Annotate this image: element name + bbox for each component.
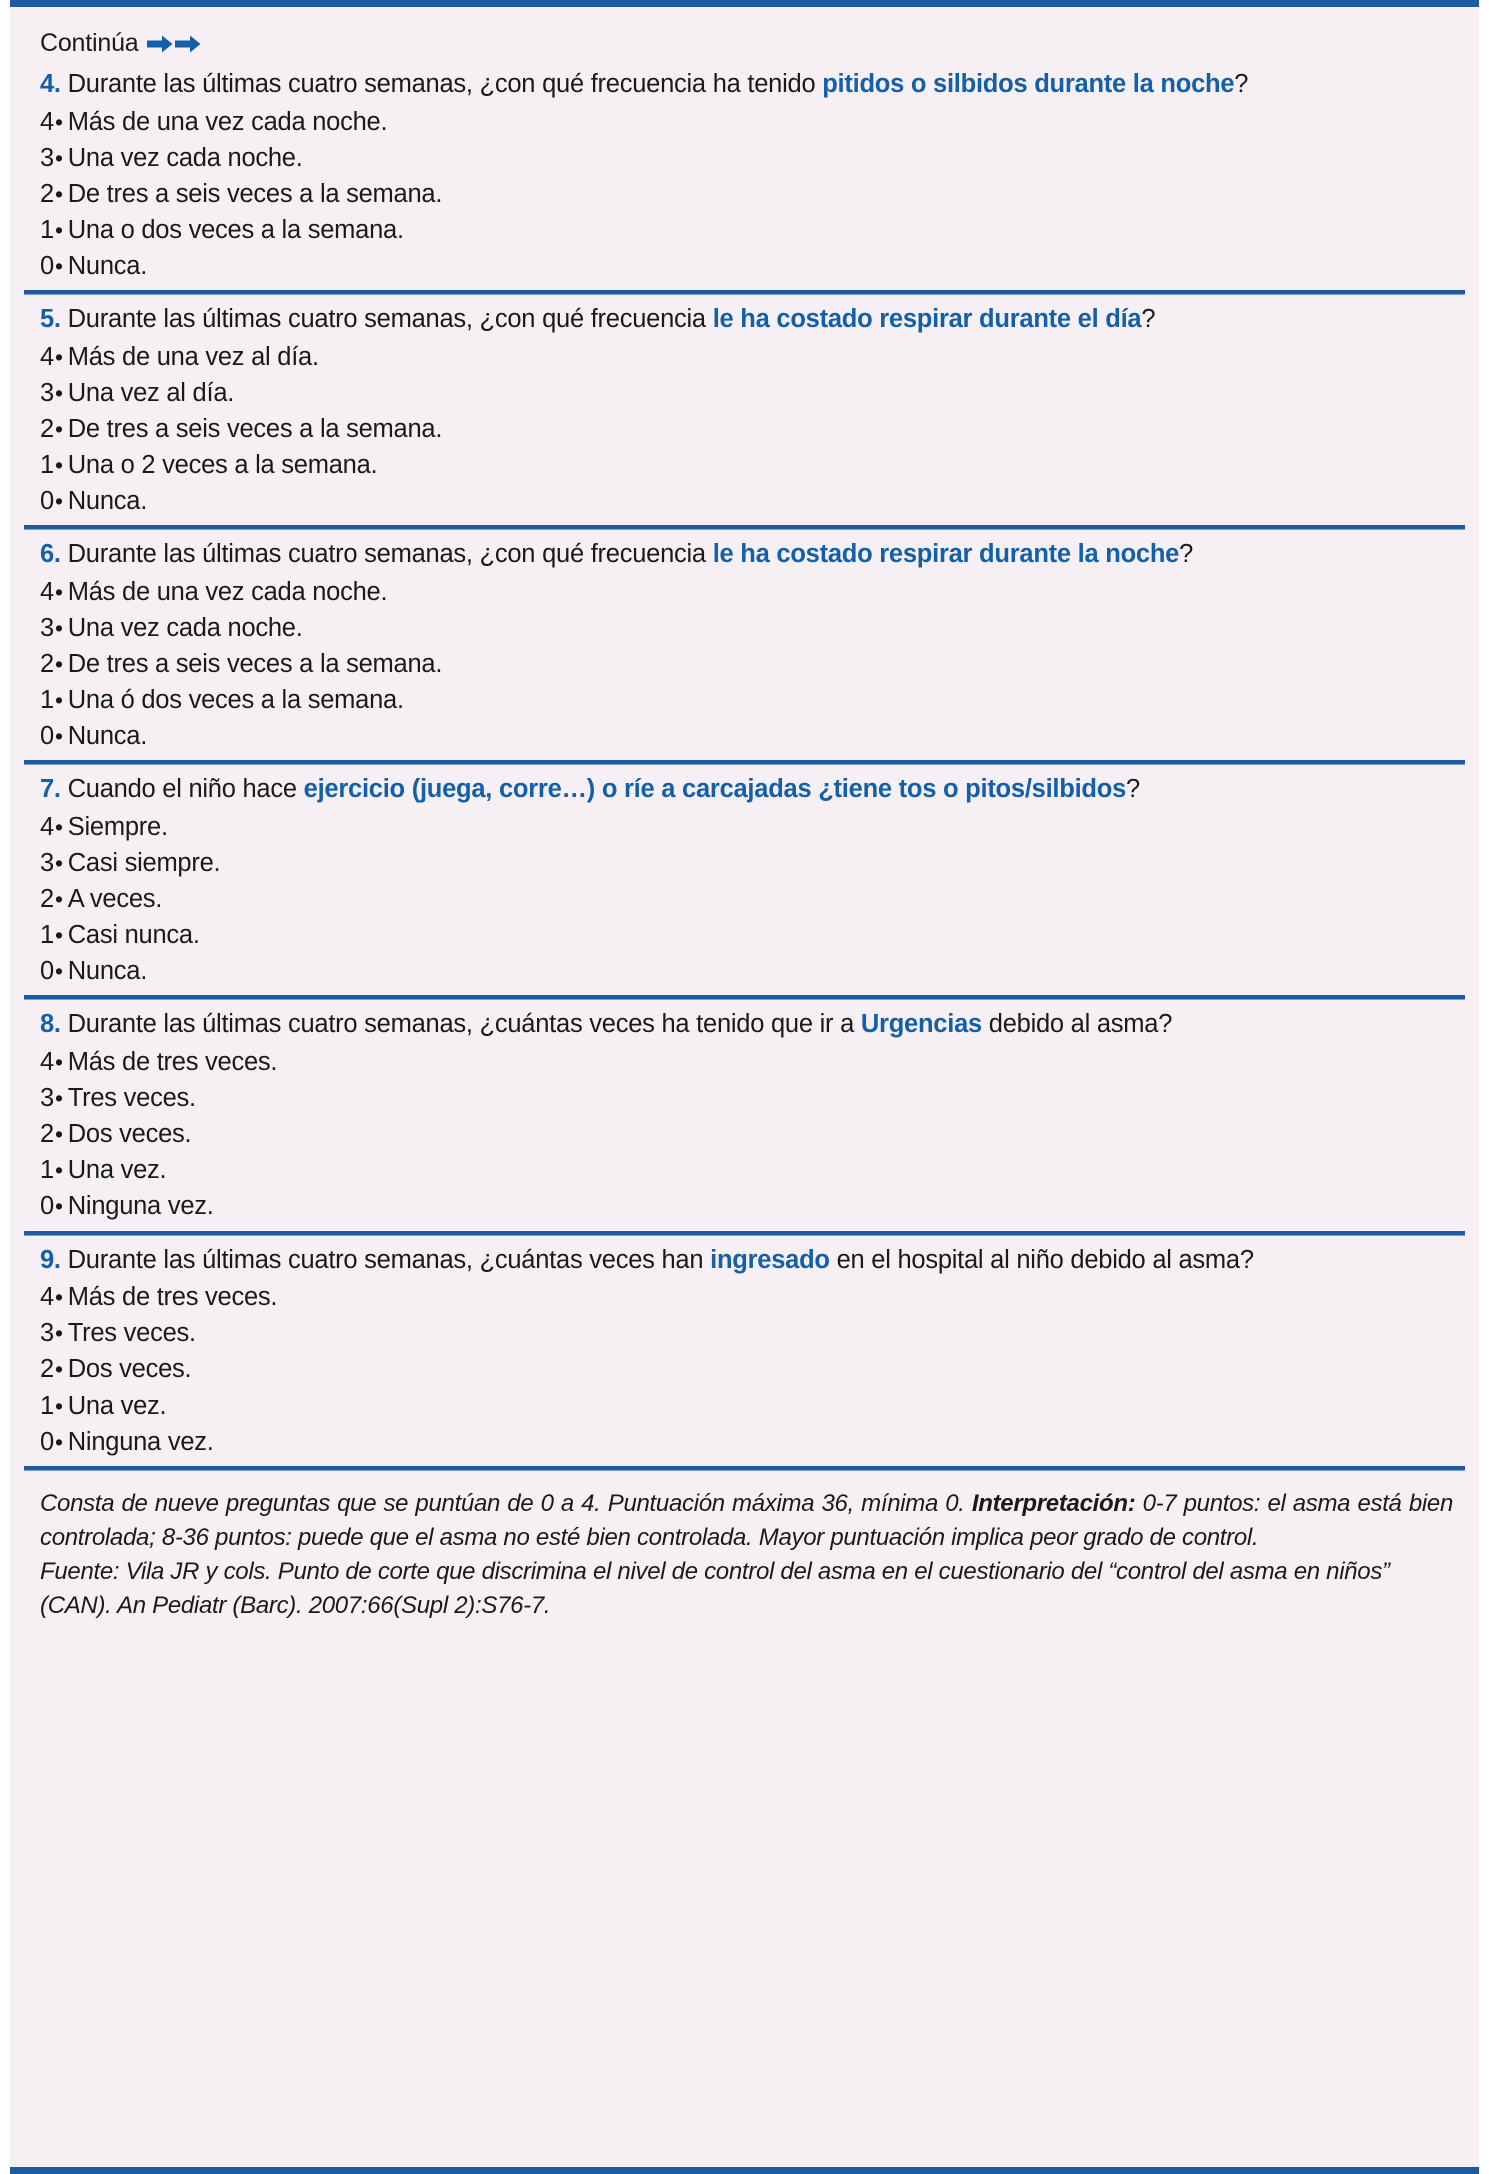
bullet-icon: • — [54, 651, 63, 678]
answer-score: 1 — [40, 451, 54, 480]
bullet-icon: • — [54, 1193, 63, 1220]
question-number: 6. — [40, 540, 61, 569]
question-text-lead: Durante las últimas cuatro semanas, ¿cuántas veces ha tenido que ir a — [60, 1010, 861, 1039]
answer-option[interactable] — [40, 1424, 1453, 1460]
scoring-note-part2: 0-7 puntos: el asma está bien controlada; 8-36 puntos: puede que el asma no esté bien controlada. Mayor puntuación implica peor grado de control. — [40, 1489, 1453, 1551]
answer-label: Una vez cada noche. — [67, 614, 303, 643]
answer-label: Ninguna vez. — [67, 1427, 214, 1456]
answer-score: 0 — [40, 1427, 54, 1456]
answer-label: Más de tres veces. — [67, 1048, 278, 1077]
answer-score: 4 — [40, 813, 54, 842]
bullet-icon: • — [54, 144, 63, 171]
bullet-icon: • — [54, 578, 63, 605]
question-text-tail: ? — [1179, 540, 1194, 569]
answer-label: A veces. — [67, 885, 163, 914]
answer-score: 3 — [40, 1319, 54, 1348]
answer-option[interactable] — [40, 1152, 1453, 1188]
answer-score: 1 — [40, 1156, 54, 1185]
answer-score: 4 — [40, 1283, 54, 1312]
answer-option[interactable] — [40, 845, 1453, 881]
question-block — [10, 1006, 1479, 1224]
answer-option[interactable] — [40, 411, 1453, 447]
answer-option[interactable] — [40, 1188, 1453, 1224]
answer-label: Siempre. — [67, 813, 168, 842]
answer-label: Una vez. — [67, 1391, 167, 1420]
answer-option[interactable] — [40, 212, 1453, 248]
bullet-icon: • — [54, 958, 63, 985]
answer-label: Nunca. — [67, 487, 148, 516]
answer-score: 3 — [40, 849, 54, 878]
answer-score: 2 — [40, 1355, 54, 1384]
answer-option[interactable] — [40, 610, 1453, 646]
answer-score: 0 — [40, 722, 54, 751]
answer-label: Una vez al día. — [67, 378, 235, 407]
answer-score: 1 — [40, 921, 54, 950]
bullet-icon: • — [54, 379, 63, 406]
question-separator — [24, 760, 1465, 765]
bullet-icon: • — [54, 1392, 63, 1419]
bullet-icon: • — [54, 1121, 63, 1148]
question-block — [10, 771, 1479, 989]
question-list — [10, 66, 1479, 1460]
question-keyphrase: le ha costado respirar durante el día — [712, 305, 1142, 334]
answer-label: Una o 2 veces a la semana. — [67, 451, 378, 480]
answer-label: De tres a seis veces a la semana. — [67, 650, 443, 679]
question-block — [10, 301, 1479, 519]
answer-option[interactable] — [40, 104, 1453, 140]
question-keyphrase: Urgencias — [860, 1010, 982, 1039]
question-keyphrase: le ha costado respirar durante la noche — [712, 540, 1180, 569]
bullet-icon: • — [54, 723, 63, 750]
right-arrow-icon — [147, 35, 173, 53]
answer-score: 3 — [40, 378, 54, 407]
question-text-tail: ? — [1141, 305, 1156, 334]
answer-label: Más de una vez cada noche. — [67, 577, 388, 606]
answer-score: 1 — [40, 215, 54, 244]
answer-label: Una ó dos veces a la semana. — [67, 686, 404, 715]
question-separator — [24, 290, 1465, 295]
bullet-icon: • — [54, 850, 63, 877]
answer-score: 2 — [40, 1120, 54, 1149]
question-text — [40, 536, 1453, 573]
footer-separator — [24, 1466, 1465, 1471]
answer-label: Una vez cada noche. — [67, 143, 303, 172]
answer-option[interactable] — [40, 881, 1453, 917]
answer-score: 2 — [40, 414, 54, 443]
answer-label: Más de una vez cada noche. — [67, 107, 388, 136]
question-number: 8. — [40, 1010, 61, 1039]
question-text-lead: Cuando el niño hace — [60, 775, 304, 804]
question-text — [40, 301, 1453, 338]
answer-option[interactable] — [40, 1044, 1453, 1080]
bullet-icon: • — [54, 886, 63, 913]
question-separator — [24, 525, 1465, 530]
bullet-icon: • — [54, 343, 63, 370]
answer-option[interactable] — [40, 1116, 1453, 1152]
answer-option[interactable] — [40, 953, 1453, 989]
interpretation-label: Interpretación: — [971, 1489, 1136, 1517]
answer-option[interactable] — [40, 1279, 1453, 1315]
answer-score: 4 — [40, 107, 54, 136]
answer-option[interactable] — [40, 339, 1453, 375]
answer-label: Más de una vez al día. — [67, 342, 319, 371]
answer-option[interactable] — [40, 447, 1453, 483]
bullet-icon: • — [54, 488, 63, 515]
answer-option[interactable] — [40, 248, 1453, 284]
answer-option[interactable] — [40, 1351, 1453, 1387]
bullet-icon: • — [54, 922, 63, 949]
answer-score: 4 — [40, 1048, 54, 1077]
continue-label: Continúa — [40, 29, 139, 57]
answer-score: 0 — [40, 252, 54, 281]
answer-option[interactable] — [40, 140, 1453, 176]
continue-arrows — [147, 35, 201, 53]
answer-option[interactable] — [40, 718, 1453, 754]
bullet-icon: • — [54, 108, 63, 135]
answer-label: Tres veces. — [67, 1319, 196, 1348]
question-text-tail: debido al asma? — [981, 1010, 1173, 1039]
answer-score: 0 — [40, 957, 54, 986]
bullet-icon: • — [54, 1320, 63, 1347]
answer-option[interactable] — [40, 1315, 1453, 1351]
question-text — [40, 66, 1453, 103]
answer-score: 1 — [40, 1391, 54, 1420]
questionnaire-panel — [10, 0, 1479, 2174]
question-number: 7. — [40, 775, 61, 804]
continue-indicator — [10, 7, 1479, 66]
answer-score: 4 — [40, 342, 54, 371]
answer-score: 2 — [40, 650, 54, 679]
answer-label: Tres veces. — [67, 1084, 196, 1113]
answer-score: 1 — [40, 686, 54, 715]
bullet-icon: • — [54, 452, 63, 479]
question-text-tail: en el hospital al niño debido al asma? — [829, 1245, 1254, 1274]
bullet-icon: • — [54, 1428, 63, 1455]
source-citation: Fuente: Vila JR y cols. Punto de corte que discrimina el nivel de control del asma en el cuestionario del “control del asma en niños” (CAN). An Pediatr (Barc). 2007:66(Supl 2):S76-7. — [40, 1557, 1390, 1619]
question-block — [10, 1242, 1479, 1460]
question-text-lead: Durante las últimas cuatro semanas, ¿cuántas veces han — [60, 1245, 711, 1274]
bullet-icon: • — [54, 216, 63, 243]
question-text — [40, 1242, 1453, 1279]
answer-option[interactable] — [40, 176, 1453, 212]
question-keyphrase: ejercicio (juega, corre…) o ríe a carcajadas ¿tiene tos o pitos/silbidos — [303, 775, 1126, 804]
answer-score: 2 — [40, 885, 54, 914]
answer-label: Ninguna vez. — [67, 1192, 214, 1221]
bullet-icon: • — [54, 615, 63, 642]
question-number: 9. — [40, 1245, 61, 1274]
right-arrow-icon — [175, 35, 201, 53]
answer-label: Una o dos veces a la semana. — [67, 215, 404, 244]
answer-option[interactable] — [40, 917, 1453, 953]
answer-score: 4 — [40, 577, 54, 606]
answer-label: Nunca. — [67, 722, 148, 751]
answer-label: Nunca. — [67, 957, 148, 986]
answer-option[interactable] — [40, 1080, 1453, 1116]
question-separator — [24, 995, 1465, 1000]
answer-label: Casi siempre. — [67, 849, 221, 878]
answer-option[interactable] — [40, 646, 1453, 682]
answer-label: Dos veces. — [67, 1355, 192, 1384]
question-keyphrase: pitidos o silbidos durante la noche — [822, 70, 1235, 98]
answer-option[interactable] — [40, 809, 1453, 845]
question-separator — [24, 1231, 1465, 1236]
answer-score: 2 — [40, 179, 54, 208]
question-number: 4. — [40, 70, 61, 98]
answer-score: 3 — [40, 143, 54, 172]
question-text-lead: Durante las últimas cuatro semanas, ¿con qué frecuencia ha tenido — [60, 70, 823, 98]
question-text-lead: Durante las últimas cuatro semanas, ¿con qué frecuencia — [60, 540, 713, 569]
question-text-tail: ? — [1126, 775, 1140, 804]
bullet-icon: • — [54, 1157, 63, 1184]
answer-label: Dos veces. — [67, 1120, 192, 1149]
bullet-icon: • — [54, 1085, 63, 1112]
answer-label: De tres a seis veces a la semana. — [67, 179, 443, 208]
bullet-icon: • — [54, 1284, 63, 1311]
question-text — [40, 1006, 1453, 1043]
bullet-icon: • — [54, 253, 63, 280]
bullet-icon: • — [54, 415, 63, 442]
question-text — [40, 771, 1453, 808]
bullet-icon: • — [54, 1356, 63, 1383]
answer-score: 0 — [40, 487, 54, 516]
answer-option[interactable] — [40, 682, 1453, 718]
bullet-icon: • — [54, 687, 63, 714]
scoring-note-part1: Consta de nueve preguntas que se puntúan de 0 a 4. Puntuación máxima 36, mínima 0. — [40, 1489, 972, 1517]
question-block — [10, 66, 1479, 284]
question-keyphrase: ingresado — [710, 1245, 830, 1274]
question-block — [10, 536, 1479, 754]
answer-option[interactable] — [40, 1388, 1453, 1424]
footer-notes — [10, 1477, 1479, 1623]
answer-label: Nunca. — [67, 252, 148, 281]
question-text-lead: Durante las últimas cuatro semanas, ¿con qué frecuencia — [60, 305, 713, 334]
answer-score: 3 — [40, 1084, 54, 1113]
answer-label: Una vez. — [67, 1156, 167, 1185]
answer-option[interactable] — [40, 483, 1453, 519]
question-number: 5. — [40, 305, 61, 334]
answer-label: De tres a seis veces a la semana. — [67, 414, 443, 443]
question-text-tail: ? — [1234, 70, 1249, 98]
answer-score: 3 — [40, 614, 54, 643]
bullet-icon: • — [54, 814, 63, 841]
bullet-icon: • — [54, 180, 63, 207]
answer-label: Más de tres veces. — [67, 1283, 278, 1312]
answer-label: Casi nunca. — [67, 921, 200, 950]
bullet-icon: • — [54, 1049, 63, 1076]
scoring-note — [40, 1487, 1453, 1555]
answer-option[interactable] — [40, 574, 1453, 610]
answer-option[interactable] — [40, 375, 1453, 411]
answer-score: 0 — [40, 1192, 54, 1221]
